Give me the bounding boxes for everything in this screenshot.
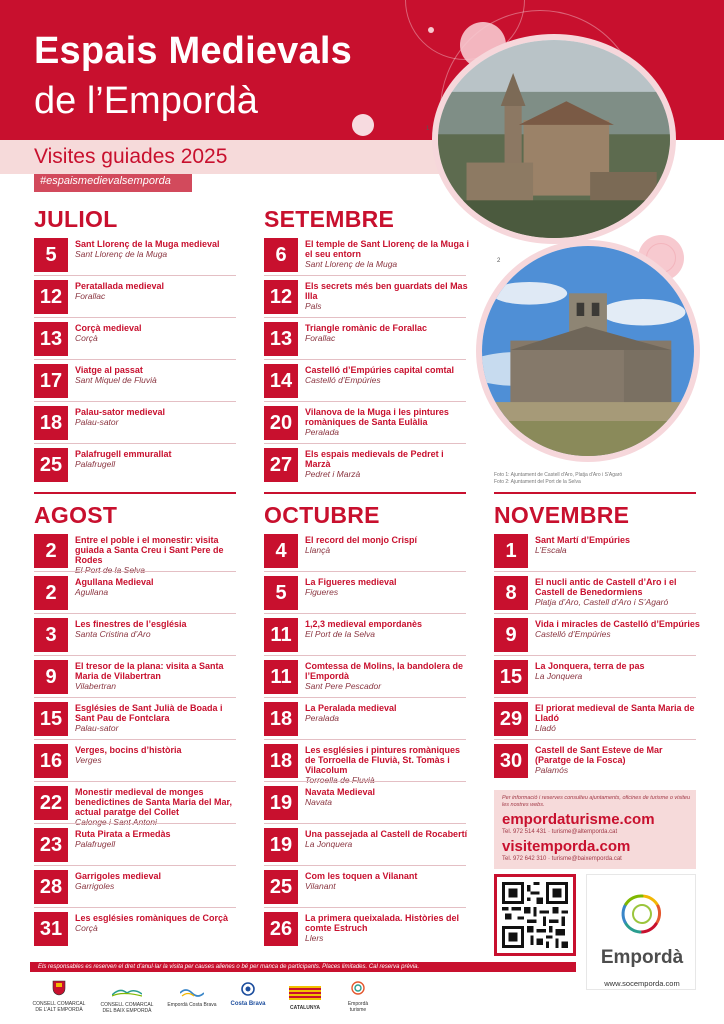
event-place: Palau-sator xyxy=(75,417,119,427)
event-item[interactable] xyxy=(34,572,236,614)
shield-icon xyxy=(52,980,66,996)
event-item[interactable] xyxy=(264,614,466,656)
event-title: La Peralada medieval xyxy=(305,703,397,713)
logo-text-line1: CATALUNYA xyxy=(290,1005,320,1011)
event-date: 31 xyxy=(34,912,68,946)
logo-text-line1: Empordà Costa Brava xyxy=(167,1002,217,1008)
event-place: El Port de la Selva xyxy=(305,629,375,639)
event-place: Pedret i Marzà xyxy=(305,469,361,479)
logo-text-line1: CONSELL COMARCAL xyxy=(32,1001,86,1007)
month-octubre xyxy=(264,500,466,950)
event-title: Monestir medieval de monges benedictines de Santa Maria del Mar, actual paratge del Collet xyxy=(75,787,233,817)
event-date: 15 xyxy=(34,702,68,736)
logo-catalunya[interactable] xyxy=(286,986,324,1011)
event-title: Les esglésies romàniques de Corçà xyxy=(75,913,229,923)
event-date: 12 xyxy=(264,280,298,314)
event-list xyxy=(494,530,700,782)
event-details xyxy=(305,787,471,807)
event-item[interactable] xyxy=(264,234,470,276)
event-date: 23 xyxy=(34,828,68,862)
event-place: La Jonquera xyxy=(305,839,353,849)
event-details xyxy=(75,829,241,849)
event-item[interactable] xyxy=(264,572,466,614)
event-item[interactable] xyxy=(34,908,236,950)
event-place: Palau-sator xyxy=(75,723,119,733)
month-title: SETEMBRE xyxy=(264,206,395,232)
event-place: Sant Miquel de Fluvià xyxy=(75,375,157,385)
event-title: El nucli antic de Castell d’Aro i el Castell de Benedormiens xyxy=(535,577,677,597)
event-date: 13 xyxy=(264,322,298,356)
event-place: Sant Llorenç de la Muga xyxy=(75,249,168,259)
logo-text-line1: Costa Brava xyxy=(230,1001,266,1007)
month-juliol xyxy=(34,204,236,486)
event-item[interactable] xyxy=(34,656,236,698)
event-title: Una passejada al Castell de Rocabertí xyxy=(305,829,468,839)
event-details xyxy=(75,449,241,469)
event-title: Viatge al passat xyxy=(75,365,143,375)
logo-text-line2: DEL BAIX EMPORDÀ xyxy=(102,1008,152,1014)
event-date: 18 xyxy=(264,744,298,778)
event-item[interactable] xyxy=(264,402,466,444)
event-item[interactable] xyxy=(494,614,700,656)
contact-alt-emporda: Tel. 972 514 431 · turisme@altemporda.cat xyxy=(502,829,618,835)
event-date: 22 xyxy=(34,786,68,820)
event-title: 1,2,3 medieval empordanès xyxy=(305,619,423,629)
event-item[interactable] xyxy=(264,318,466,360)
event-list xyxy=(34,234,236,486)
event-details xyxy=(75,535,241,575)
event-place: Garrigoles xyxy=(75,881,115,891)
event-item[interactable] xyxy=(494,740,696,782)
event-place: Platja d’Aro, Castell d’Aro i S’Agaró xyxy=(535,597,669,607)
event-title: Les esglésies i pintures romàniques de Torroella de Fluvià, St. Tomàs i Vilacolum xyxy=(305,745,461,775)
decorative-bubble xyxy=(352,114,374,136)
event-date: 4 xyxy=(264,534,298,568)
event-item[interactable] xyxy=(34,276,236,318)
event-item[interactable] xyxy=(264,444,466,486)
event-place: Llers xyxy=(305,933,324,943)
logo-text-line1: CONSELL COMARCAL xyxy=(100,1002,154,1008)
month-setembre xyxy=(264,204,470,486)
event-title: Comtessa de Molins, la bandolera de l’Empordà xyxy=(305,661,464,681)
info-intro: Per informació i reserves consulteu ajuntaments, oficines de turisme o visiteu les nostres webs. xyxy=(502,795,691,808)
event-title: Garrigoles medieval xyxy=(75,871,162,881)
event-details xyxy=(305,619,471,639)
event-item[interactable] xyxy=(264,824,466,866)
event-date: 5 xyxy=(34,238,68,272)
event-list xyxy=(264,234,470,486)
event-details xyxy=(75,913,241,933)
event-place: Corçà xyxy=(75,333,98,343)
event-item[interactable] xyxy=(34,234,236,276)
event-title: Esglésies de Sant Julià de Boada i Sant Pau de Fontclara xyxy=(75,703,223,723)
photo-church-tower xyxy=(432,34,676,244)
event-title: La Jonquera, terra de pas xyxy=(535,661,645,671)
event-title: El record del monjo Crispí xyxy=(305,535,418,545)
month-agost xyxy=(34,500,236,950)
event-place: Palafrugell xyxy=(75,459,116,469)
event-item[interactable] xyxy=(264,866,466,908)
event-place: Sant Pere Pescador xyxy=(305,681,382,691)
event-place: Forallac xyxy=(75,291,106,301)
event-title: La primera queixalada. Històries del comte Estruch xyxy=(305,913,460,933)
logo-text-line1: Empordà xyxy=(347,1001,369,1007)
event-list xyxy=(264,530,466,950)
photo-credits xyxy=(494,472,694,486)
event-details xyxy=(75,577,241,597)
event-date: 19 xyxy=(264,828,298,862)
website-link-empordaturisme[interactable]: empordaturisme.com xyxy=(502,811,655,828)
credit-line-2: Foto 2: Ajuntament del Port de la Selva xyxy=(494,479,581,485)
month-novembre xyxy=(494,500,700,782)
event-place: Llançà xyxy=(305,545,331,555)
wave-icon xyxy=(180,987,204,997)
credit-line-1: Foto 1: Ajuntament de Castell d'Aro, Platja d'Aro i S'Agaró xyxy=(494,472,623,478)
event-title: Navata Medieval xyxy=(305,787,376,797)
event-item[interactable] xyxy=(264,360,466,402)
event-date: 9 xyxy=(494,618,528,652)
event-details xyxy=(305,535,471,555)
event-date: 11 xyxy=(264,660,298,694)
event-title: Verges, bocins d’història xyxy=(75,745,182,755)
event-details xyxy=(305,577,471,597)
logo-costa-brava[interactable] xyxy=(230,982,266,1007)
event-place: Verges xyxy=(75,755,102,765)
event-place: Corçà xyxy=(75,923,98,933)
event-place: El Port de la Selva xyxy=(75,565,145,575)
cb-icon xyxy=(241,982,255,996)
swirl-icon xyxy=(350,980,366,996)
event-details xyxy=(305,449,471,479)
subtitle: Visites guiades 2025 xyxy=(34,145,228,168)
event-place: Palafrugell xyxy=(75,839,116,849)
event-date: 27 xyxy=(264,448,298,482)
event-place: Castelló d’Empúries xyxy=(305,375,381,385)
event-details xyxy=(305,871,471,891)
qr-code[interactable] xyxy=(494,874,576,956)
event-date: 8 xyxy=(494,576,528,610)
event-item[interactable] xyxy=(494,530,696,572)
event-place: Navata xyxy=(305,797,332,807)
event-date: 2 xyxy=(34,534,68,568)
event-details xyxy=(305,829,471,849)
event-details xyxy=(305,661,471,691)
event-place: Pals xyxy=(305,301,322,311)
event-place: Lladó xyxy=(535,723,556,733)
event-title: Els secrets més ben guardats del Mas Illa xyxy=(305,281,468,301)
event-place: Forallac xyxy=(305,333,336,343)
event-item[interactable] xyxy=(34,782,236,827)
event-title: Com les toquen a Vilanant xyxy=(305,871,418,881)
event-item[interactable] xyxy=(34,530,236,575)
event-item[interactable] xyxy=(34,614,236,656)
event-item[interactable] xyxy=(264,740,466,785)
event-item[interactable] xyxy=(264,698,466,740)
event-date: 3 xyxy=(34,618,68,652)
emporda-website[interactable]: www.socemporda.com xyxy=(604,979,680,988)
event-title: Castelló d’Empúries capital comtal xyxy=(305,365,455,375)
event-place: Torroella de Fluvià xyxy=(305,775,375,785)
event-date: 29 xyxy=(494,702,528,736)
event-title: La Figueres medieval xyxy=(305,577,397,587)
logo-emporda-costa-brava[interactable] xyxy=(164,984,220,1008)
event-details xyxy=(75,703,241,733)
event-title: Les finestres de l’església xyxy=(75,619,187,629)
landscape-icon xyxy=(112,987,142,997)
event-title: Entre el poble i el monestir: visita guiada a Santa Creu i Sant Pere de Rodes xyxy=(75,535,224,565)
event-date: 1 xyxy=(494,534,528,568)
section-divider xyxy=(264,492,466,494)
event-item[interactable] xyxy=(34,740,236,782)
event-date: 12 xyxy=(34,280,68,314)
qr-code-icon xyxy=(502,882,568,948)
logo-text-line2: DE L’ALT EMPORDÀ xyxy=(35,1007,83,1013)
event-place: Palamós xyxy=(535,765,569,775)
event-title: El priorat medieval de Santa Maria de Lladó xyxy=(535,703,695,723)
event-details xyxy=(75,661,241,691)
event-details xyxy=(75,407,241,427)
church-tower-image xyxy=(438,40,670,238)
event-place: Sant Llorenç de la Muga xyxy=(305,259,398,269)
event-date: 2 xyxy=(34,576,68,610)
event-title: Palau-sator medieval xyxy=(75,407,166,417)
event-details xyxy=(305,407,471,437)
logo-consell-alt-emporda[interactable] xyxy=(30,980,88,1013)
event-details xyxy=(305,281,471,311)
event-date: 11 xyxy=(264,618,298,652)
event-item[interactable] xyxy=(264,276,466,318)
event-item[interactable] xyxy=(34,866,236,908)
event-date: 17 xyxy=(34,364,68,398)
event-item[interactable] xyxy=(264,530,466,572)
event-item[interactable] xyxy=(34,360,236,402)
title-line-2: de l’Empordà xyxy=(34,80,258,122)
event-details xyxy=(305,239,471,269)
photo-2-number: 2 xyxy=(497,258,501,264)
hashtag: #espaismedievalsemporda xyxy=(40,175,171,187)
event-item[interactable] xyxy=(264,782,466,824)
event-place: Vilabertran xyxy=(75,681,116,691)
event-place: Figueres xyxy=(305,587,339,597)
event-details xyxy=(75,787,241,827)
event-title: El temple de Sant Llorenç de la Muga i el seu entorn xyxy=(305,239,470,259)
month-title: OCTUBRE xyxy=(264,502,380,528)
event-place: Peralada xyxy=(305,427,340,437)
event-date: 25 xyxy=(264,870,298,904)
event-date: 26 xyxy=(264,912,298,946)
event-place: Agullana xyxy=(75,587,109,597)
info-box xyxy=(494,790,696,869)
event-item[interactable] xyxy=(34,318,236,360)
romanesque-church-image xyxy=(482,246,694,456)
event-details xyxy=(75,365,241,385)
emporda-brand-name: Empordà xyxy=(600,947,684,968)
event-title: Sant Martí d’Empúries xyxy=(535,535,631,545)
event-title: Ruta Pirata a Ermedàs xyxy=(75,829,171,839)
event-details xyxy=(305,913,471,943)
event-details xyxy=(75,239,241,259)
event-title: Vida i miracles de Castelló d’Empúries xyxy=(535,619,700,629)
event-details xyxy=(75,323,241,343)
event-date: 6 xyxy=(264,238,298,272)
event-place: La Jonquera xyxy=(535,671,583,681)
contact-baix-emporda: Tel. 972 642 310 · turisme@baixemporda.cat xyxy=(502,856,622,862)
event-details xyxy=(535,619,701,639)
event-place: Calonge i Sant Antoni xyxy=(75,817,157,827)
event-date: 25 xyxy=(34,448,68,482)
event-item[interactable] xyxy=(34,402,236,444)
event-item[interactable] xyxy=(494,698,696,740)
event-date: 20 xyxy=(264,406,298,440)
catalunya-icon xyxy=(289,986,321,1000)
month-title: JULIOL xyxy=(34,206,118,232)
event-title: Castell de Sant Esteve de Mar (Paratge de la Fosca) xyxy=(535,745,663,765)
section-divider xyxy=(34,492,236,494)
event-title: Els espais medievals de Pedret i Marzà xyxy=(305,449,444,469)
event-date: 18 xyxy=(264,702,298,736)
event-title: Triangle romànic de Forallac xyxy=(305,323,428,333)
event-place: L’Escala xyxy=(535,545,567,555)
event-date: 14 xyxy=(264,364,298,398)
event-date: 19 xyxy=(264,786,298,820)
event-details xyxy=(75,745,241,765)
month-title: AGOST xyxy=(34,502,118,528)
event-date: 16 xyxy=(34,744,68,778)
website-link-visitemporda[interactable]: visitemporda.com xyxy=(502,838,631,855)
event-place: Vilanant xyxy=(305,881,336,891)
event-details xyxy=(535,577,701,607)
emporda-brand-box[interactable] xyxy=(586,874,696,990)
emporda-swirl-icon xyxy=(617,889,667,939)
event-place: Santa Cristina d’Aro xyxy=(75,629,151,639)
event-details xyxy=(535,535,701,555)
event-details xyxy=(535,661,701,681)
event-item[interactable] xyxy=(264,656,466,698)
event-date: 9 xyxy=(34,660,68,694)
event-details xyxy=(75,619,241,639)
event-details xyxy=(75,871,241,891)
event-item[interactable] xyxy=(494,656,696,698)
month-title: NOVEMBRE xyxy=(494,502,630,528)
event-details xyxy=(305,365,471,385)
event-details xyxy=(305,703,471,723)
logo-emporda-turisme[interactable] xyxy=(340,980,376,1013)
logo-text-line2: turisme xyxy=(349,1007,367,1013)
event-title: El tresor de la plana: visita a Santa Maria de Vilabertran xyxy=(75,661,224,681)
event-date: 18 xyxy=(34,406,68,440)
decorative-bubble xyxy=(428,27,434,33)
logo-consell-baix-emporda[interactable] xyxy=(100,984,154,1014)
event-title: Vilanova de la Muga i les pintures romàniques de Santa Eulàlia xyxy=(305,407,449,427)
event-title: Corçà medieval xyxy=(75,323,142,333)
event-place: Peralada xyxy=(305,713,340,723)
event-date: 15 xyxy=(494,660,528,694)
event-date: 5 xyxy=(264,576,298,610)
event-title: Peratallada medieval xyxy=(75,281,165,291)
event-item[interactable] xyxy=(34,824,236,866)
disclaimer-text: Els responsables es reserven el dret d’anul·lar la visita per causes alienes o bé per manca de participants. Places limitades. Cal reserva prèvia. xyxy=(38,964,420,970)
event-details xyxy=(535,745,701,775)
event-list xyxy=(34,530,236,950)
photo-romanesque-church xyxy=(476,240,700,462)
event-date: 28 xyxy=(34,870,68,904)
event-item[interactable] xyxy=(34,444,236,486)
event-title: Sant Llorenç de la Muga medieval xyxy=(75,239,220,249)
title-line-1: Espais Medievals xyxy=(34,30,352,72)
event-details xyxy=(305,745,471,785)
photo-1-number: 1 xyxy=(426,126,430,132)
event-item[interactable] xyxy=(494,572,696,614)
event-date: 30 xyxy=(494,744,528,778)
event-item[interactable] xyxy=(34,698,236,740)
event-place: Castelló d’Empúries xyxy=(535,629,611,639)
event-details xyxy=(75,281,241,301)
event-details xyxy=(535,703,701,733)
event-details xyxy=(305,323,471,343)
event-title: Palafrugell emmurallat xyxy=(75,449,172,459)
event-item[interactable] xyxy=(264,908,466,950)
event-title: Agullana Medieval xyxy=(75,577,154,587)
event-date: 13 xyxy=(34,322,68,356)
section-divider xyxy=(494,492,696,494)
